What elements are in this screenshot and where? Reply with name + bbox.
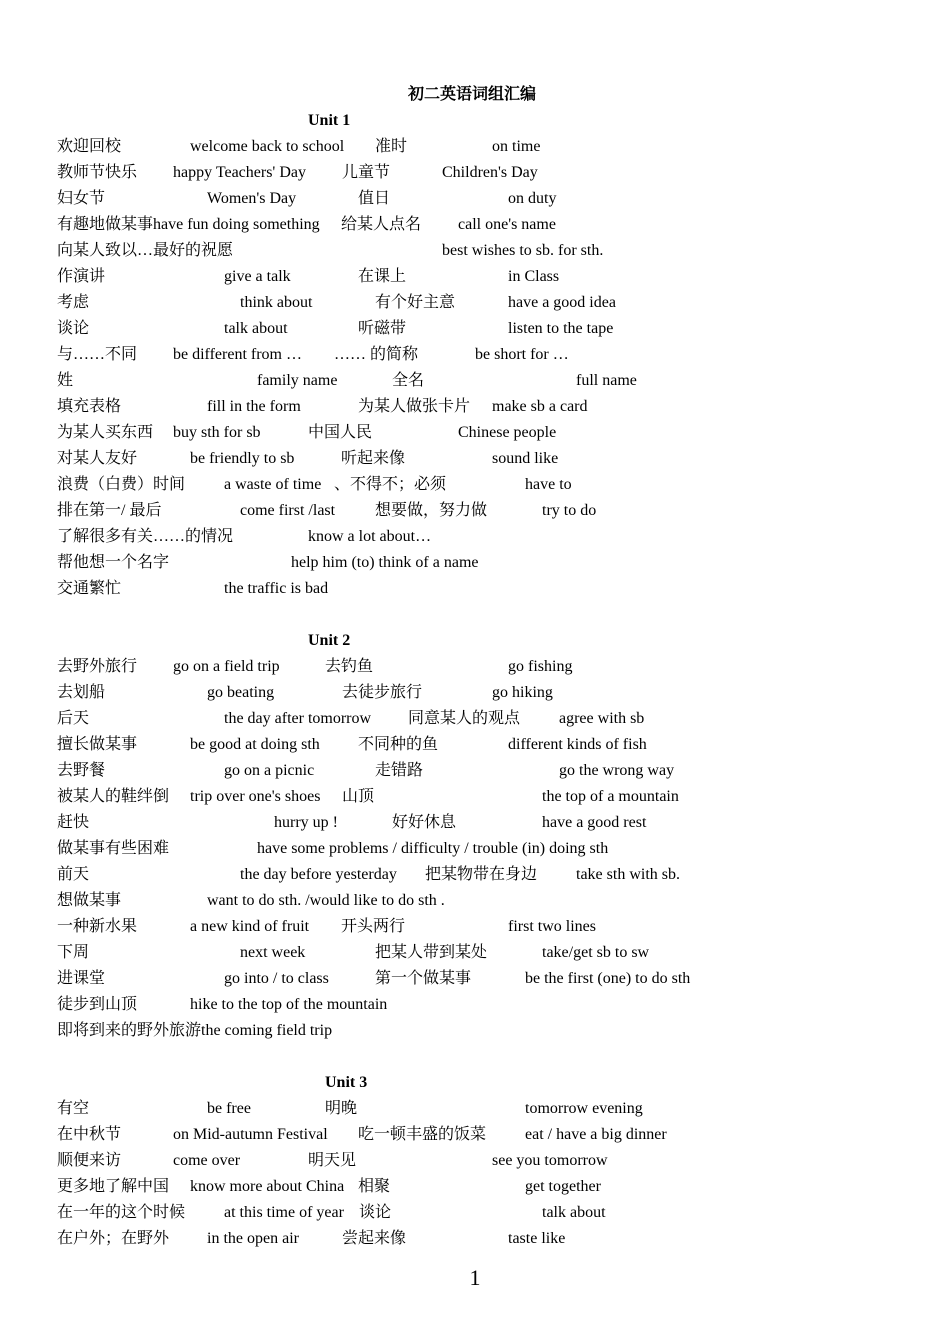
chinese-phrase: 开头两行	[341, 918, 406, 935]
english-phrase: next week	[240, 944, 306, 961]
chinese-phrase: 去徒步旅行	[342, 684, 423, 701]
english-phrase: get together	[525, 1178, 601, 1195]
chinese-phrase: 进课堂	[57, 970, 106, 987]
english-phrase: tomorrow evening	[525, 1100, 643, 1117]
english-phrase: talk about	[224, 320, 288, 337]
chinese-phrase: 顺便来访	[57, 1152, 122, 1169]
english-phrase: make sb a card	[492, 398, 588, 415]
english-phrase: first two lines	[508, 918, 596, 935]
english-phrase: trip over one's shoes	[190, 788, 321, 805]
english-phrase: welcome back to school	[190, 138, 345, 155]
english-phrase: take/get sb to sw	[542, 944, 650, 961]
chinese-phrase: 即将到来的野外旅游the coming field trip	[57, 1022, 333, 1039]
english-phrase: the day before yesterday	[240, 866, 397, 883]
english-phrase: have a good idea	[508, 294, 616, 311]
english-phrase: buy sth for sb	[173, 424, 261, 441]
english-phrase: go the wrong way	[559, 762, 675, 779]
chinese-phrase: 教师节快乐	[57, 164, 138, 181]
english-phrase: best wishes to sb. for sth.	[442, 242, 604, 259]
english-phrase: talk about	[542, 1204, 606, 1221]
chinese-phrase: 想要做，努力做	[375, 502, 488, 519]
chinese-phrase: 谈论	[57, 320, 90, 337]
chinese-phrase: 走错路	[375, 762, 424, 779]
chinese-phrase: 相聚	[358, 1178, 391, 1195]
english-phrase: go on a field trip	[173, 658, 280, 675]
english-phrase: have some problems / difficulty / trouble (in) doing sth	[257, 840, 609, 857]
english-phrase: go into / to class	[224, 970, 329, 987]
english-phrase: in the open air	[207, 1230, 299, 1247]
chinese-phrase: 在课上	[358, 268, 407, 285]
chinese-phrase: 更多地了解中国	[57, 1178, 170, 1195]
chinese-phrase: 不同种的鱼	[358, 736, 439, 753]
chinese-phrase: 下周	[57, 944, 90, 961]
english-phrase: full name	[576, 372, 637, 389]
chinese-phrase: 对某人友好	[57, 450, 138, 467]
chinese-phrase: 尝起来像	[342, 1230, 407, 1247]
english-phrase: be friendly to sb	[190, 450, 295, 467]
chinese-phrase: 为某人做张卡片	[358, 398, 471, 415]
chinese-phrase: 前天	[57, 866, 90, 883]
chinese-phrase: 作演讲	[57, 268, 106, 285]
chinese-phrase: 妇女节	[57, 190, 106, 207]
page-number: 1	[469, 1265, 481, 1290]
english-phrase: know a lot about…	[308, 528, 432, 545]
english-phrase: see you tomorrow	[492, 1152, 608, 1169]
chinese-phrase: 帮他想一个名字	[57, 554, 170, 571]
chinese-phrase: …… 的简称	[334, 346, 419, 363]
unit-heading: Unit 1	[308, 112, 351, 129]
english-phrase: 给某人点名	[341, 216, 422, 233]
english-phrase: hurry up !	[274, 814, 338, 831]
english-phrase: a new kind of fruit	[190, 918, 310, 935]
english-phrase: the traffic is bad	[224, 580, 329, 597]
english-phrase: Women's Day	[207, 190, 297, 207]
chinese-phrase: 同意某人的观点	[408, 710, 521, 727]
english-phrase: be different from …	[173, 346, 302, 363]
chinese-phrase: 吃一顿丰盛的饭菜	[358, 1126, 487, 1143]
english-phrase: think about	[240, 294, 313, 311]
english-phrase: be the first (one) to do sth	[525, 970, 691, 987]
chinese-phrase: 想做某事	[57, 892, 122, 909]
unit-heading: Unit 3	[325, 1074, 368, 1091]
english-phrase: different kinds of fish	[508, 736, 647, 753]
chinese-phrase: 把某物带在身边	[425, 866, 538, 883]
chinese-phrase: 明天见	[308, 1152, 357, 1169]
english-phrase: try to do	[542, 502, 597, 519]
chinese-phrase: 山顶	[342, 788, 375, 805]
english-phrase: at this time of year	[224, 1204, 344, 1221]
english-phrase: take sth with sb.	[576, 866, 680, 883]
chinese-phrase: 有个好主意	[375, 294, 456, 311]
chinese-phrase: 去野餐	[57, 762, 106, 779]
english-phrase: eat / have a big dinner	[525, 1126, 667, 1143]
english-phrase: on duty	[508, 190, 557, 207]
chinese-phrase: 中国人民	[308, 424, 373, 441]
english-phrase: have a good rest	[542, 814, 647, 831]
english-phrase: on time	[492, 138, 541, 155]
english-phrase: on Mid-autumn Festival	[173, 1126, 328, 1143]
chinese-phrase: 排在第一/ 最后	[57, 502, 162, 519]
english-phrase: fill in the form	[207, 398, 301, 415]
english-phrase: help him (to) think of a name	[291, 554, 479, 571]
chinese-phrase: 在中秋节	[57, 1126, 122, 1143]
chinese-phrase: 第一个做某事	[375, 970, 472, 987]
chinese-phrase: 儿童节	[342, 164, 391, 181]
chinese-phrase: 好好休息	[392, 814, 457, 831]
chinese-phrase: 徒步到山顶	[57, 996, 138, 1013]
chinese-phrase: 全名	[392, 372, 425, 389]
chinese-phrase: 把某人带到某处	[375, 944, 488, 961]
chinese-phrase: 一种新水果	[57, 918, 138, 935]
english-phrase: be short for …	[475, 346, 569, 363]
chinese-phrase: 在户外；在野外	[57, 1230, 170, 1247]
chinese-phrase: 姓	[57, 372, 74, 389]
english-phrase: want to do sth. /would like to do sth .	[207, 892, 445, 909]
chinese-phrase: 后天	[57, 710, 90, 727]
chinese-phrase: 值日	[358, 190, 391, 207]
english-phrase: a waste of time	[224, 476, 322, 493]
chinese-phrase: 听磁带	[358, 320, 407, 337]
chinese-phrase: call one's name	[458, 216, 556, 233]
chinese-phrase: 欢迎回校	[57, 138, 122, 155]
english-phrase: have to	[525, 476, 572, 493]
chinese-phrase: 、不得不；必须	[334, 476, 447, 493]
chinese-phrase: 交通繁忙	[57, 580, 122, 597]
chinese-phrase: 有趣地做某事have fun doing something	[57, 216, 320, 233]
english-phrase: taste like	[508, 1230, 566, 1247]
english-phrase: be good at doing sth	[190, 736, 320, 753]
chinese-phrase: 明晚	[325, 1100, 358, 1117]
chinese-phrase: 去划船	[57, 684, 106, 701]
chinese-phrase: 去野外旅行	[57, 658, 138, 675]
chinese-phrase: 去钓鱼	[325, 658, 374, 675]
chinese-phrase: 做某事有些困难	[57, 840, 170, 857]
english-phrase: in Class	[508, 268, 560, 285]
english-phrase: come first /last	[240, 502, 336, 519]
english-phrase: go hiking	[492, 684, 553, 701]
english-phrase: the day after tomorrow	[224, 710, 372, 727]
chinese-phrase: 谈论	[359, 1204, 392, 1221]
english-phrase: go on a picnic	[224, 762, 315, 779]
english-phrase: be free	[207, 1100, 251, 1117]
chinese-phrase: 有空	[57, 1100, 90, 1117]
chinese-phrase: 被某人的鞋绊倒	[57, 788, 170, 805]
unit-heading: Unit 2	[308, 632, 351, 649]
english-phrase: the top of a mountain	[542, 788, 679, 805]
english-phrase: go beating	[207, 684, 275, 701]
english-phrase: happy Teachers' Day	[173, 164, 306, 181]
chinese-phrase: 填充表格	[57, 398, 122, 415]
chinese-phrase: 向某人致以…最好的祝愿	[57, 242, 234, 259]
english-phrase: family name	[257, 372, 338, 389]
english-phrase: agree with sb	[559, 710, 645, 727]
chinese-phrase: 浪费（白费）时间	[57, 476, 186, 493]
english-phrase: sound like	[492, 450, 559, 467]
english-phrase: Chinese people	[458, 424, 557, 441]
english-phrase: give a talk	[224, 268, 291, 285]
english-phrase: come over	[173, 1152, 241, 1169]
chinese-phrase: 赶快	[57, 814, 90, 831]
english-phrase: go fishing	[508, 658, 573, 675]
chinese-phrase: 了解很多有关……的情况	[57, 528, 234, 545]
chinese-phrase: 考虑	[57, 294, 90, 311]
english-phrase: hike to the top of the mountain	[190, 996, 388, 1013]
chinese-phrase: 听起来像	[341, 450, 406, 467]
english-phrase: Children's Day	[442, 164, 538, 181]
chinese-phrase: 准时	[375, 138, 408, 155]
english-phrase: listen to the tape	[508, 320, 614, 337]
chinese-phrase: 擅长做某事	[57, 736, 138, 753]
chinese-phrase: 为某人买东西	[57, 424, 154, 441]
chinese-phrase: 在一年的这个时候	[57, 1204, 186, 1221]
document-title: 初二英语词组汇编	[408, 86, 537, 103]
english-phrase: know more about China	[190, 1178, 345, 1195]
chinese-phrase: 与……不同	[57, 346, 138, 363]
